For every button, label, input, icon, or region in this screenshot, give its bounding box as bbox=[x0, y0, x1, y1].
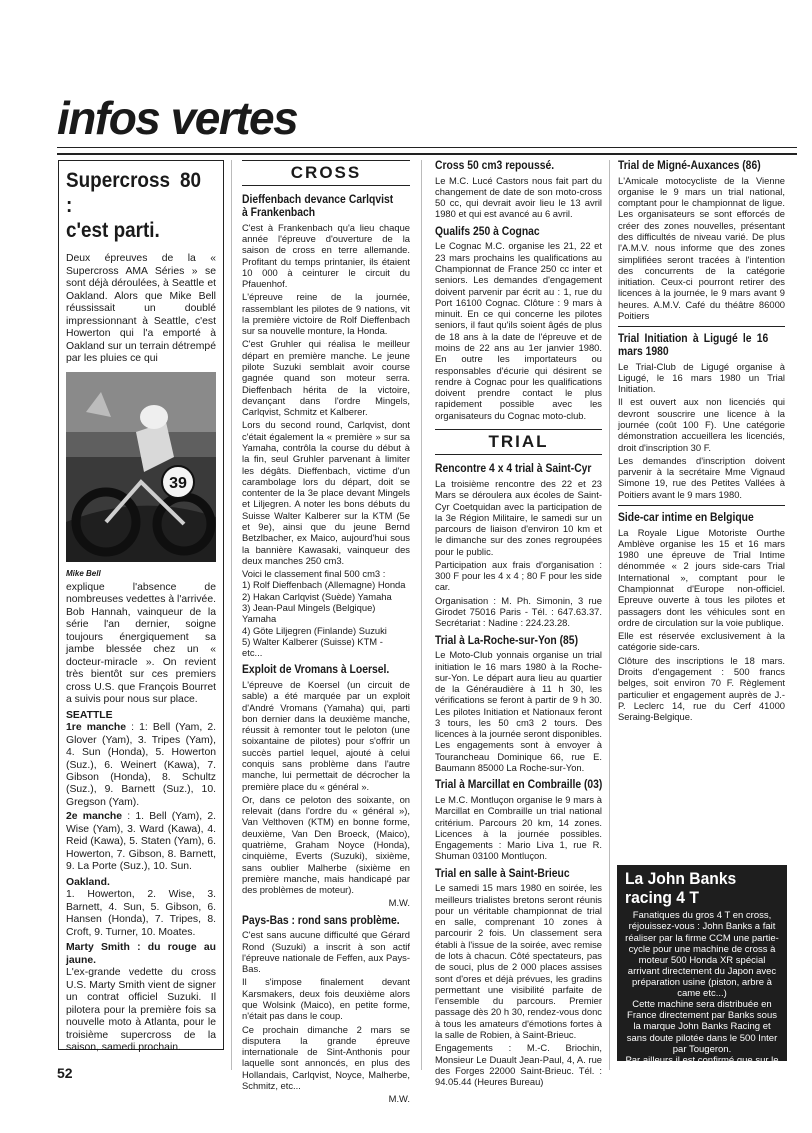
article-title: Trial de Migné-Auxances (86) bbox=[618, 160, 761, 172]
article-paragraph: Ce prochain dimanche 2 mars se disputera la grande épreuve internationale de Sint-Anthonis pour laquelle sont annoncés, en plus des Hollandais, Carlqvist, Noyce, Malherbe, Schmitz, etc... bbox=[242, 1023, 410, 1091]
oakland-heading: Oakland. bbox=[66, 876, 110, 888]
article-title: Exploit de Vromans à Loersel. bbox=[242, 664, 390, 677]
john-banks-paragraph: Fanatiques du gros 4 T en cross, réjouissez-vous : John Banks a fait réaliser par la firme CCM une partie-cycle pour une machine de cross à moteur 500 Honda XR spécial arrivant directement du Japon avec préparation usine (piston, arbre à came etc...) bbox=[625, 910, 779, 1000]
results-list: Voici le classement final 500 cm3 : 1) Rolf Dieffenbach (Allemagne) Honda 2) Hakan Carlqvist (Suède) Yamaha 3) Jean-Paul Mingels (Belgique) Yamaha 4) Göte Liljegren (Finlande) Suzuki 5) Walter Kalberer (Suisse) KTM - etc... bbox=[242, 568, 406, 659]
seattle-round-1-results: : 1: Bell (Yam, 2. Glover (Yam), 3. Tripes (Yam), 4. Sun (Honda), 5. Howerton (Suz.), 6. Weinert (Kawa), 7. Gibson (Honda), 8. Schultz (Suz.), 9. Barnett (Suz.), 10. Gregson (Yam). bbox=[66, 722, 216, 808]
article-paragraph: Elle est réservée exclusivement à la catégorie side-cars. bbox=[618, 630, 785, 653]
photo-caption: Mike Bell bbox=[66, 569, 101, 579]
article-paragraph: Le Cognac M.C. organise les 21, 22 et 23 mars prochains les qualifications au Championnat de France 250 cc inter et seniors. Les demandes d'engagement doivent parvenir par écrit au : 1, rue du Port 16100 Cognac. Clôture : 9 mars à minuit. En ce qui concerne les pilotes seniors, il faut qu'ils soient âgés de plus de 18 ans à la date de l'épreuve et de moins de 22 ans au 1er janvier 1980. En outre les importateurs ou responsables d'écurie qui désirent se rendre à Cognac pour les qualifications doivent prendre contact le plus rapidement possible avec les organisateurs du Cognac moto-club. bbox=[435, 240, 602, 421]
article-paragraph: C'est sans aucune difficulté que Gérard Rond (Suzuki) a inscrit à son actif l'épreuve nationale de Feffen, aux Pays-Bas. bbox=[242, 929, 410, 975]
article-paragraph: C'est à Frankenbach qu'a lieu chaque année l'épreuve d'ouverture de la saison de cross en terre allemande. Profitant du temps printanier, ils étaient 10 000 à ceinturer le circuit du Pfauenhof. bbox=[242, 221, 410, 290]
article-paragraph: Organisation : M. Ph. Simonin, 3 rue Girodet 75016 Paris - Tél. : 647.63.37. Secrétariat : Nadine : 224.23.28. bbox=[435, 594, 602, 629]
seattle-round-2-label: 2e manche bbox=[66, 811, 123, 823]
column-divider bbox=[421, 160, 422, 1070]
article-title: Cross 50 cm3 repoussé. bbox=[435, 160, 555, 172]
masthead-title: infos vertes bbox=[57, 92, 298, 144]
john-banks-title: La John Banks racing 4 T bbox=[625, 869, 737, 907]
seattle-round-2-results: : 1. Bell (Yam), 2. Wise (Yam), 3. Ward (Kawa), 4. Reid (Kawa), 5. Staten (Yam), 6. Howerton, 7. Gibson, 8. Barnett, 9. La Porte (Suz.), 10. Sun. bbox=[66, 811, 216, 873]
article-paragraph: La troisième rencontre des 22 et 23 Mars se déroulera aux écoles de Saint-Cyr Coetquidan avec la participation de la 3e Région Militaire, le samedi sur un parcours de liaison d'environ 10 km et le dimanche sur des zones regroupées pour le public. bbox=[435, 477, 602, 557]
article-paragraph: Le Moto-Club yonnais organise un trial initiation le 16 mars 1980 à la Roche-sur-Yon. Le départ aura lieu au quartier de la Généraudière à 11 h 30, les vérifications se feront à partir de 9 h 30. Les pilotes Initiation et Nationaux feront 3 tours, les 50 cm3 2 tours. Des licences à la journée seront disponibles. Les engagements sont à envoyer à Tourancheau Dominique 66, rue E. Baumann 85000 La Roche-sur-Yon. bbox=[435, 649, 602, 774]
article-divider bbox=[618, 505, 785, 506]
column-divider bbox=[609, 160, 610, 1070]
seattle-round-1 bbox=[66, 722, 216, 809]
page-number: 52 bbox=[57, 1065, 73, 1081]
article-title: Trial à La-Roche-sur-Yon (85) bbox=[435, 634, 579, 647]
lead-column bbox=[58, 160, 224, 1060]
section-cross-heading: CROSS bbox=[242, 160, 410, 186]
seattle-round-2 bbox=[66, 811, 216, 873]
photo-plate-number: 39 bbox=[169, 474, 187, 492]
column-divider bbox=[231, 160, 232, 1070]
oakland-results: 1. Howerton, 2. Wise, 3. Barnett, 4. Sun, 5. Gibson, 6. Hansen (Honda), 7. Tripes, 8. Croft, 9. Turner, 10. Moates. bbox=[66, 889, 216, 938]
article-paragraph: L'Amicale motocycliste de la Vienne organise le 9 mars un trial national, comptant pour le championnat de ligue. Les organisateurs se sont efforcés de créer des zones nouvelles, présentant des difficultés de niveau varié. De plus l'A.M.V. nous informe que des zones simplifiées seront tracées à l'intention des concurrents de la catégorie initiation. Ceux-ci pourront retirer des licences à la journée, le 9 mars avant 9 heures. A.M.V. Café du théâtre 86000 Poitiers bbox=[618, 174, 785, 322]
lead-title: Supercross 80 : c'est parti. bbox=[66, 169, 201, 242]
column-three bbox=[435, 160, 603, 1088]
smith-heading: Marty Smith : du rouge au jaune. bbox=[66, 942, 216, 966]
article-title: Qualifs 250 à Cognac bbox=[435, 225, 540, 238]
article-paragraph: Or, dans ce peloton des soixante, on relevait (dans l'ordre du « général »), Van Velthoven (KTM) en bonne forme, deuxième, Van Den Broeck, (Maico), quatrième, Graham Noyce (Honda), cinquième, Everts (Suzuki), sixième, sans oublier Malherbe (sixième en première manche, mais handicapé par des problèmes de moteur). bbox=[242, 793, 410, 896]
article-paragraph: Le Trial-Club de Ligugé organise à Ligugé, le 16 mars 1980 un Trial Initiation. bbox=[618, 360, 785, 395]
article-paragraph: Engagements : M.-C. Briochin, Monsieur Le Duault Jean-Paul, 4, A. rue des Forges 22000 Saint-Brieuc. Tél. : 94.05.44 (Heures Bureau) bbox=[435, 1042, 602, 1088]
masthead-rule bbox=[57, 147, 797, 155]
smith-text: L'ex-grande vedette du cross U.S. Marty Smith vient de signer un contrat officiel Suzuki. Il pilotera pour la première fois sa nouvelle moto à Atlanta, pour le troisième supercross de la saison, samedi prochain. bbox=[66, 967, 216, 1054]
column-four bbox=[618, 160, 785, 860]
article-title: Trial à Marcillat en Combraille (03) bbox=[435, 779, 603, 792]
article-paragraph: Il s'impose finalement devant Karsmakers, deux fois deuxième alors que Wolsink (Maico), en petite forme, n'était pas dans le coup. bbox=[242, 976, 410, 1022]
article-paragraph: L'épreuve reine de la journée, rassemblant les pilotes de 9 nations, vit la première victoire de Rolf Dieffenbach sur sa nouvelle monture, la Honda. bbox=[242, 291, 410, 337]
lead-box bbox=[58, 160, 224, 1054]
article-paragraph: Clôture des inscriptions le 18 mars. Droits d'engagement : 500 francs belges, soit environ 70 F. Règlement particulier et engagement auprès de J.-P. Leclerc 14, rue du Cerf 41000 Seraing-Belgique. bbox=[618, 654, 785, 723]
john-banks-paragraph: Cette machine sera distribuée en France directement par Banks sous la marque John Banks Racing et sans doute pilotée dans le 500 Inter par Tougeron. bbox=[626, 999, 778, 1055]
seattle-heading: SEATTLE bbox=[66, 709, 113, 721]
article-paragraph: Les demandes d'inscription doivent parvenir à la secrétaire Mme Vignaud Simone 19, rue des Petites Vallées à Poitiers avant le 9 mars 1980. bbox=[618, 454, 785, 500]
article-paragraph: La Royale Ligue Motoriste Ourthe Amblève organise les 15 et 16 mars 1980 une épreuve de Trial Intime dénommée « 2 jours side-cars Trial International », comptant pour le Championnat d'Europe non-officiel. Epreuve ouverte à tous les pilotes et passagers dont les véhicules sont en ordre de circulation sur la voie publique. bbox=[618, 526, 785, 628]
lead-intro: Deux épreuves de la « Supercross AMA Séries » se sont déjà déroulées, à Seattle et Oakland. Alors que Mike Bell réussissait un doublé impressionnant à Seattle, c'est Howerton qui l'a emporté à Oakland sur un terrain détrempé par les pluies ce qui bbox=[66, 253, 216, 365]
john-banks-box bbox=[617, 865, 787, 1133]
article-paragraph: Le M.C. Lucé Castors nous fait part du changement de date de son moto-cross 50 cc, qui devrait avoir lieu le 13 avril 1980 et qui est avancé au 6 avril. bbox=[435, 174, 602, 220]
article-paragraph: Il est ouvert aux non licenciés qui devront souscrire une licence à la journée (coût 100 F). Une catégorie démonstration accueillera les licenciés, droit d'inscription 30 F. bbox=[618, 396, 785, 453]
seattle-round-1-label: 1re manche bbox=[66, 722, 126, 734]
article-title: Pays-Bas : rond sans problème. bbox=[242, 914, 400, 927]
article-divider bbox=[618, 326, 785, 327]
article-paragraph: Participation aux frais d'organisation : 300 F pour les 4 x 4 ; 80 F pour les side car. bbox=[435, 558, 602, 593]
article-paragraph: Le samedi 15 mars 1980 en soirée, les meilleurs trialistes bretons seront réunis pour un véritable championnat de trial en salle, comprenant 10 zones à parcourir 2 fois. Un classement sera établi à l'issue de la soirée, avec remise de lots à chacun. Côté spectateurs, pas de souci, plus de 2 000 places assises sont d'ores et déjà prévues, les gradins permettant une visibilité parfaite de l'ensemble du parcours. Premier passage dès 20 h 30, rendez-vous donc à tous les amateurs d'émotions fortes à la salle de Robien, à Saint-Brieuc. bbox=[435, 882, 602, 1040]
article-paragraph: C'est Gruhler qui réalisa le meilleur départ en première manche. Le jeune pilote Suzuki semblait avoir course gagnée quand son moteur serra. Dieffenbach hérita de la victoire, devançant dans l'ordre Mingels, Carlqvist, Schmitz et Kalberer. bbox=[242, 338, 410, 418]
lead-continued: explique l'absence de nombreuses vedettes à l'arrivée. Bob Hannah, vainqueur de la série l'an dernier, soigne toujours énergiquement sa jambe blessée chez un « docteur-miracle ». On revient très bientôt sur ces premiers cross U.S. que François Bourret a suivis pour nous sur place. bbox=[66, 581, 216, 706]
cross-column bbox=[242, 160, 410, 1105]
john-banks-paragraph: Par ailleurs il est confirmé que sur le terrain de St-Jean d'Angely se déroulera le 20 avril le traditionnel moto-cross Inter 4 temps avec cette année une maxi participation (les 10 premiers du championnat d'Angleterre 4 Temps). bbox=[625, 1054, 779, 1133]
section-trial-heading: TRIAL bbox=[435, 429, 602, 455]
article-title: Rencontre 4 x 4 trial à Saint-Cyr bbox=[435, 463, 592, 476]
article-paragraph: Le M.C. Montluçon organise le 9 mars à Marcillat en Combraille un trial national critérium. Parcours 20 km, 14 zones. Licences à la journée possibles. Engagements : Mario Liva 1, rue R. Shuman 03100 Montluçon. bbox=[435, 793, 602, 862]
article-title: Trial Initiation à Ligugé le 16 mars 1980 bbox=[618, 333, 769, 358]
article-title: Dieffenbach devance Carlqvist à Frankenbach bbox=[242, 194, 394, 220]
article-title: Side-car intime en Belgique bbox=[618, 511, 754, 524]
motocross-photo bbox=[66, 372, 216, 562]
article-paragraph: L'épreuve de Koersel (un circuit de sable) a été marquée par un exploit d'André Vromans (Yamaha) qui, parti bon dernier dans la deuxième manche, réussit à remonter tout le peloton (une soixantaine de pilotes) pour s'offrir un succès partiel lequel, ajouté à celui conquis sans problème dans l'autre manche, lui permettait de décrocher la première place du « général ». bbox=[242, 679, 410, 792]
article-title: Trial en salle à Saint-Brieuc bbox=[435, 867, 570, 880]
author-signature: M.W. bbox=[388, 897, 410, 909]
author-signature: M.W. bbox=[388, 1093, 410, 1105]
article-paragraph: Lors du second round, Carlqvist, dont c'était également la « première » sur sa Yamaha, contrôla la course du début à la fin, seul Gruhler parvenant à limiter les dégâts. Dieffenbach, victime d'un carambolage lors du départ, doit se contenter de la 3e place devant Mingels et Liljegren. A noter les bons débuts du Suisse Walter Kalberer sur la KTM (5e et 9e), ainsi que du jeune Bernd Betzlbacher, ex Maico, aujourd'hui sous la bannière Kawasaki, vainqueur des deux manches 250 cm3. bbox=[242, 419, 410, 566]
